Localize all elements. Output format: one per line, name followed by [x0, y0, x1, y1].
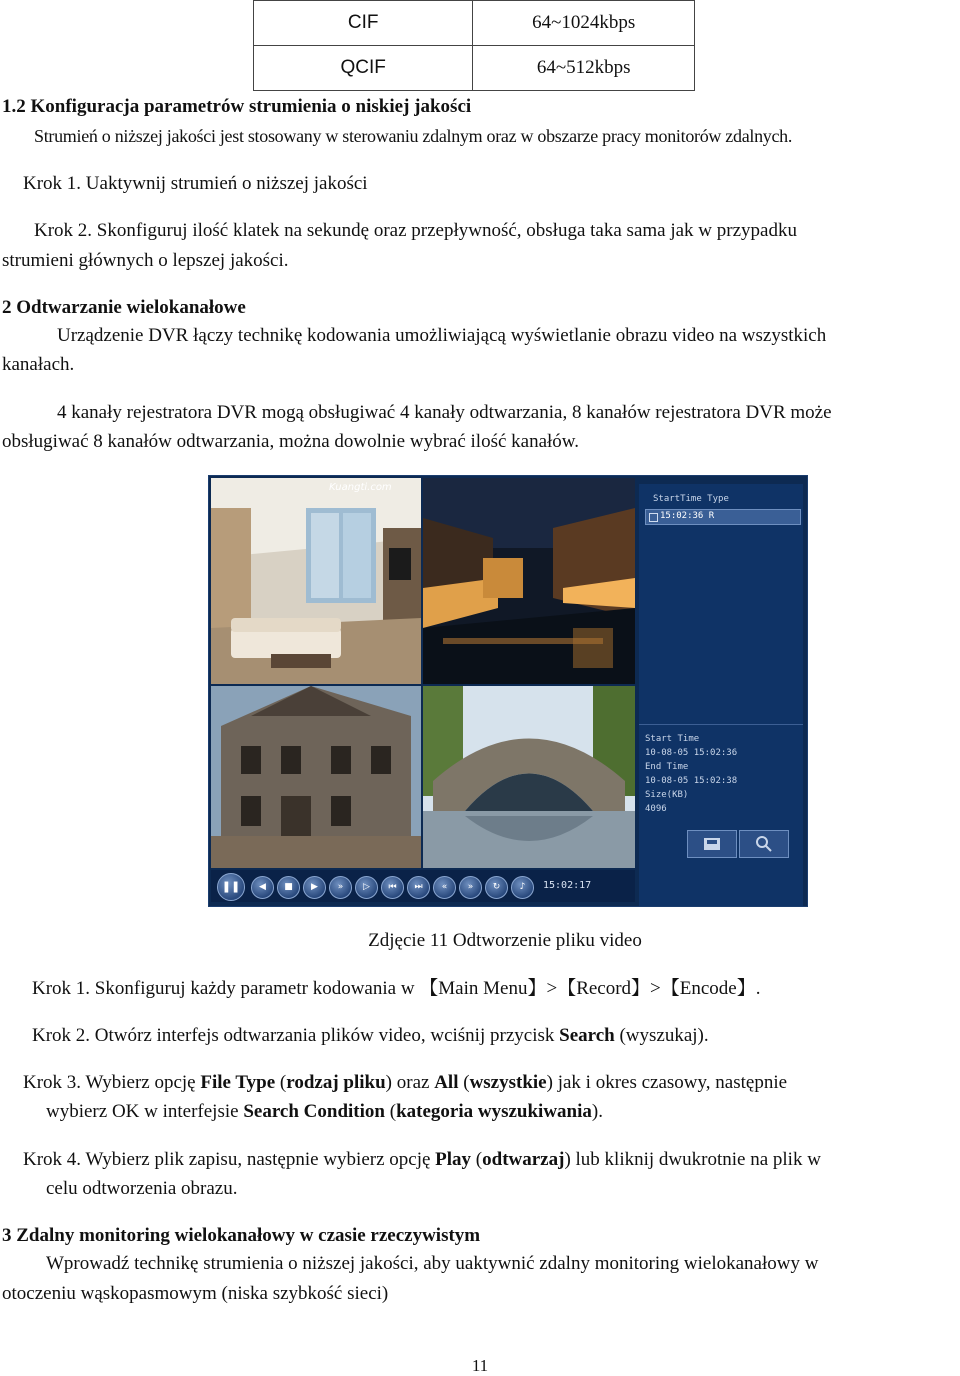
step-text: ) jak i okres czasowy, następnie: [546, 1072, 788, 1093]
section-3-heading: 3 Zdalny monitoring wielokanałowy w czasie rzeczywistym: [2, 1225, 481, 1246]
previous-file-button[interactable]: [433, 876, 456, 899]
size-label: Size(KB): [645, 790, 689, 800]
file-entry-text: 15:02:36 R: [660, 511, 715, 521]
step-2-text-cont: strumieni głównych o lepszej jakości.: [2, 250, 289, 271]
resolution-cell: QCIF: [254, 46, 473, 91]
speaker-icon: ♪: [519, 882, 526, 892]
backup-button[interactable]: [687, 830, 737, 858]
fast-forward-button[interactable]: [329, 876, 352, 899]
slow-play-button[interactable]: [355, 876, 378, 899]
section-2-heading: 2 Odtwarzanie wielokanałowe: [2, 297, 246, 318]
fast-forward-icon: »: [337, 882, 344, 892]
watermark-text: Kuangti.com: [329, 482, 392, 493]
camera-tile-living-room: [211, 478, 421, 684]
loop-icon: ↻: [492, 882, 501, 892]
section-2-paragraph-1: Urządzenie DVR łączy technikę kodowania umożliwiającą wyświetlanie obrazu video na wszystkich: [57, 325, 827, 346]
search-condition-keyword: Search Condition: [243, 1101, 385, 1122]
playback-file-panel: [639, 484, 803, 907]
file-type-keyword: File Type: [200, 1072, 276, 1093]
camera-tile-night-river: [423, 478, 635, 684]
panel-header: StartTime Type: [653, 494, 729, 504]
play-icon: ▶: [311, 882, 318, 892]
section-3-paragraph: Wprowadź technikę strumienia o niższej jakości, aby uaktywnić zdalny monitoring wielokanałowy w: [46, 1253, 819, 1274]
slow-play-icon: ▷: [363, 882, 370, 892]
playback-control-bar: [211, 870, 635, 902]
mute-button[interactable]: [511, 876, 534, 899]
section-1-2-heading: 1.2 Konfiguracja parametrów strumienia o niskiej jakości: [2, 96, 472, 117]
section-1-2-paragraph: Strumień o niższej jakości jest stosowany w sterowaniu zdalnym oraz w obszarze pracy monitorów zdalnych.: [34, 126, 793, 146]
step-text: (: [471, 1149, 483, 1170]
section-3-paragraph-cont: otoczeniu wąskopasmowym (niska szybkość sieci): [2, 1283, 389, 1304]
next-frame-icon: ⏭: [414, 882, 423, 892]
step-text: ) oraz: [385, 1072, 435, 1093]
camera-tile-stone-bridge: [423, 686, 635, 868]
all-keyword: All: [434, 1072, 459, 1093]
play-button[interactable]: [303, 876, 326, 899]
step-text: (: [458, 1072, 470, 1093]
play-reverse-button[interactable]: [251, 876, 274, 899]
encode-step-1: Krok 1. Skonfiguruj każdy parametr kodowania w 【Main Menu】>【Record】>【Encode】.: [32, 978, 761, 999]
section-2-paragraph-2: 4 kanały rejestratora DVR mogą obsługiwać 4 kanały odtwarzania, 8 kanałów rejestratora DVR może: [57, 402, 832, 423]
end-time-label: End Time: [645, 762, 689, 772]
resolution-cell: CIF: [254, 1, 473, 46]
section-2-paragraph-1-cont: kanałach.: [2, 354, 75, 375]
play-reverse-icon: ◀: [259, 882, 266, 892]
step-1-text: Krok 1. Uaktywnij strumień o niższej jakości: [23, 173, 368, 194]
bitrate-cell: 64~1024kbps: [473, 1, 695, 46]
step-text: ) lub kliknij dwukrotnie na plik w: [564, 1149, 821, 1170]
step-text: ).: [591, 1101, 603, 1122]
encode-step-3: [23, 1071, 787, 1095]
stop-button[interactable]: [277, 876, 300, 899]
search-condition-translation: kategoria wyszukiwania: [396, 1101, 592, 1122]
encode-step-4: [23, 1148, 821, 1172]
stop-icon: ■: [284, 882, 293, 892]
step-2-text: Krok 2. Skonfiguruj ilość klatek na sekundę oraz przepływność, obsługa taka sama jak w przypadku: [34, 220, 797, 241]
panel-divider: [639, 724, 803, 725]
next-frame-button[interactable]: [407, 876, 430, 899]
end-time-value: 10-08-05 15:02:38: [645, 776, 738, 786]
step-text: (: [384, 1101, 397, 1122]
section-2-paragraph-2-cont: obsługiwać 8 kanałów odtwarzania, można dowolnie wybrać ilość kanałów.: [2, 431, 580, 452]
dvr-playback-screenshot: [208, 475, 808, 907]
pause-icon: ❚❚: [221, 880, 241, 893]
search-button[interactable]: [739, 830, 789, 858]
encode-step-2: [32, 1024, 709, 1048]
encode-step-4-cont: celu odtworzenia obrazu.: [46, 1178, 238, 1199]
time-readout: 15:02:17: [543, 880, 592, 891]
table-row: [254, 1, 695, 46]
step-text: Krok 3. Wybierz opcję: [23, 1072, 201, 1093]
page-number: 11: [471, 1356, 489, 1375]
all-translation: wszystkie: [469, 1072, 547, 1093]
file-checkbox[interactable]: [649, 513, 658, 522]
previous-file-icon: «: [441, 882, 448, 892]
step-text: Krok 2. Otwórz interfejs odtwarzania plików video, wciśnij przycisk: [32, 1025, 560, 1046]
camera-tile-old-house: [211, 686, 421, 868]
next-file-icon: »: [467, 882, 474, 892]
next-file-button[interactable]: [459, 876, 482, 899]
save-icon: [688, 831, 736, 857]
step-text: Krok 4. Wybierz plik zapisu, następnie wybierz opcję: [23, 1149, 436, 1170]
loop-button[interactable]: [485, 876, 508, 899]
file-list-row[interactable]: [645, 509, 801, 525]
pause-button[interactable]: [217, 873, 245, 901]
play-translation: odtwarzaj: [482, 1149, 565, 1170]
search-keyword: Search: [559, 1025, 615, 1046]
encode-step-3-cont: [46, 1100, 603, 1124]
step-text: (wyszukaj).: [614, 1025, 709, 1046]
bitrate-table: [253, 0, 695, 91]
start-time-value: 10-08-05 15:02:36: [645, 748, 738, 758]
play-keyword: Play: [435, 1149, 472, 1170]
start-time-label: Start Time: [645, 734, 700, 744]
size-value: 4096: [645, 804, 667, 814]
previous-frame-icon: ⏮: [388, 882, 397, 892]
step-text: (: [275, 1072, 287, 1093]
step-text: wybierz OK w interfejsie: [46, 1101, 244, 1122]
previous-frame-button[interactable]: [381, 876, 404, 899]
table-row: [254, 46, 695, 91]
file-type-translation: rodzaj pliku: [286, 1072, 386, 1093]
figure-caption: Zdjęcie 11 Odtworzenie pliku video: [368, 930, 642, 951]
search-icon: [740, 831, 788, 857]
bitrate-cell: 64~512kbps: [473, 46, 695, 91]
